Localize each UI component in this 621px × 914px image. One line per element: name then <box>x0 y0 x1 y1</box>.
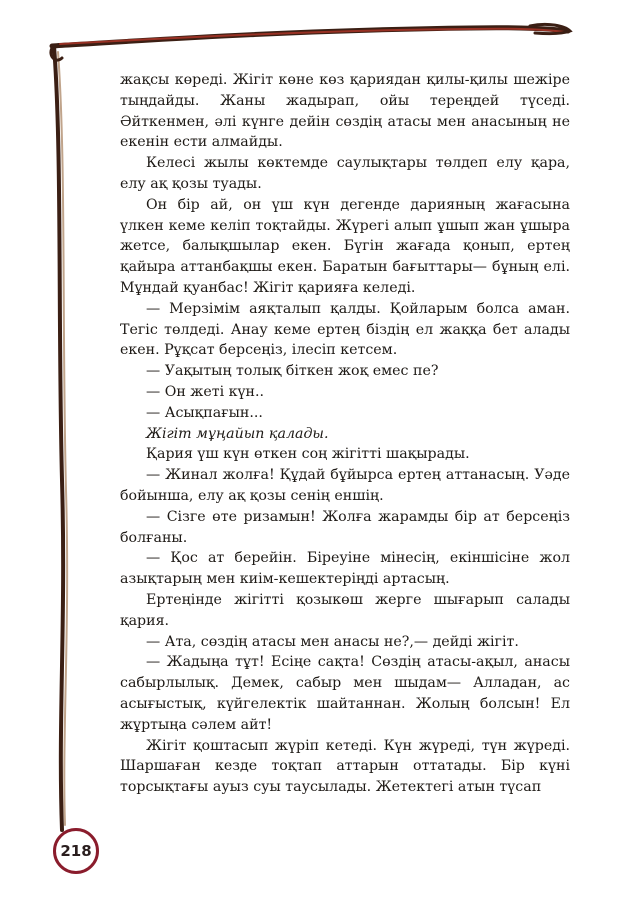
paragraph: — Жадыңа тұт! Есіңе сақта! Сөздің атасы-ақыл, анасы сабырлылық. Демек, сабыр мен шыдам— Алладан, ас асығыстық, күйгелектік шайтаннан. Жолың болсын! Ел жұртыңа сәлем айт! <box>120 654 570 733</box>
paragraph: — Ата, сөздің атасы мен анасы не?,— дейді жігіт. <box>146 633 519 650</box>
paragraph: жақсы көреді. Жігіт көне көз қариядан қилы-қилы шежіре тыңдайды. Жаны жадырап, ойы тереңдей түседі. Әйткенмен, әлі күнге дейін сөздің атасы мен анасының не екенін ести алмайды. <box>120 72 570 151</box>
text-block <box>120 70 570 798</box>
paragraph: — Уақытың толық біткен жоқ емес пе? <box>146 363 439 380</box>
paragraph: Жігіт мұңайып қалады. <box>146 425 329 442</box>
paragraph: — Жинал жолға! Құдай бұйырса ертең аттанасың. Уәде бойынша, елу ақ қозы сенің еншің. <box>120 467 570 504</box>
scroll-top-rod <box>52 28 568 46</box>
paragraph: Жігіт қоштасып жүріп кетеді. Күн жүреді, түн жүреді. Шаршаған кезде тоқтап аттарын оттатады. Бір күні торсықтағы ауыз суы таусылады. Жетектегі атын түсап <box>120 737 570 796</box>
page-number: 218 <box>53 828 99 874</box>
paragraph: — Асықпағын... <box>146 404 263 421</box>
paragraph: Ертеңінде жігітті қозыкөш жерге шығарып салады қария. <box>120 591 570 629</box>
paragraph: Келесі жылы көктемде саулықтары төлдеп елу қара, елу ақ қозы туады. <box>120 155 570 192</box>
paragraph: — Он жеті күн.. <box>146 383 264 400</box>
paragraph: Қария үш күн өткен соң жігітті шақырады. <box>146 446 470 463</box>
paragraph: — Қос ат берейін. Біреуіне мінесің, екіншісіне жол азықтарың мен киім-кешектеріңді артасың. <box>120 550 570 588</box>
paragraph: — Сізге өте ризамын! Жолға жарамды бір ат берсеңіз болғаны. <box>120 508 570 546</box>
paragraph: Он бір ай, он үш күн дегенде дарияның жағасына үлкен кеме келіп тоқтайды. Жүрегі алып ұшып жан ұшыра жетсе, балықшылар екен. Бүгін жағада қонып, ертең қайыра аттанбақшы екен. Баратын бағыттары— бұның елі. Мұндай қуанбас! Жігіт қарияға келеді. <box>120 196 570 296</box>
scroll-left-rod <box>54 46 63 830</box>
paragraph: — Мерзімім аяқталып қалды. Қойларым болса аман. Тегіс төлдеді. Анау кеме ертең біздің ел жаққа бет алады екен. Рұқсат берсеңіз, ілесіп кетсем. <box>120 300 570 359</box>
